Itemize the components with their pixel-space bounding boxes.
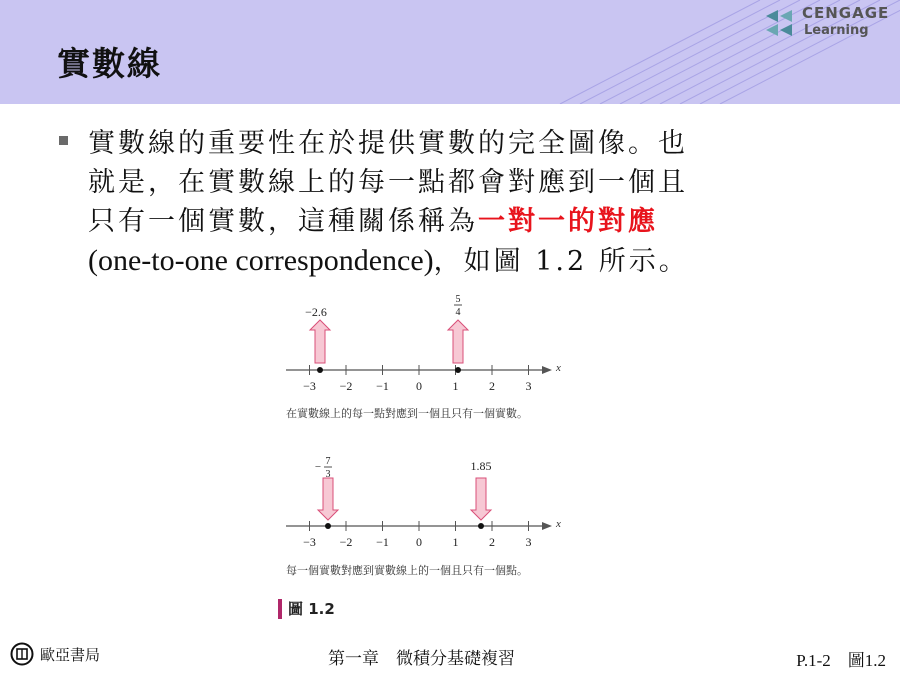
bullet-marker: [59, 136, 68, 145]
footer-page-number: P.1-2 圖1.2: [796, 651, 886, 670]
english-term: (one-to-one correspondence): [88, 244, 434, 277]
footer-publisher: [10, 641, 100, 667]
logo-text-line1: CENGAGE: [802, 4, 890, 22]
top-axis-var: x: [556, 362, 561, 374]
paragraph-line-1: 實數線的重要性在於提供實數的完全圖像。也: [88, 128, 688, 159]
line4-tail: ，如圖 1.2 所示。: [433, 246, 689, 277]
top-tick-label-2: −1: [376, 379, 389, 393]
figure-label: 圖 1.2: [278, 599, 335, 619]
top-axis-arrowhead: [542, 366, 552, 374]
top-label-5-4-num: 5: [455, 294, 461, 305]
cengage-logo: [762, 4, 900, 48]
logo-text-line2: Learning: [804, 23, 869, 38]
top-label-neg2-6: −2.6: [305, 305, 327, 319]
paragraph-line-4: [88, 241, 808, 281]
bottom-label-7-3-den: 3: [325, 469, 331, 480]
cengage-mark-icon: [762, 6, 798, 46]
bottom-tick-label-4: 1: [452, 535, 459, 549]
paragraph-line-3: [88, 202, 808, 241]
bottom-tick-label-3: 0: [416, 535, 422, 549]
top-tick-label-6: 3: [525, 379, 532, 393]
bullet-paragraph: [88, 124, 808, 281]
publisher-logo-icon: [10, 642, 34, 666]
top-figure-caption: 在實數線上的每一點對應到一個且只有一個實數。: [286, 407, 528, 420]
publisher-name: 歐亞書局: [40, 645, 101, 664]
bottom-label-1-85: 1.85: [470, 459, 492, 473]
bottom-tick-label-0: −3: [303, 535, 316, 549]
bottom-point-neg7-3: [325, 523, 331, 529]
top-arrow-5-4: [448, 320, 468, 363]
number-line-figure: [280, 290, 580, 590]
top-arrow-neg2-6: [310, 320, 330, 363]
top-number-line: [286, 294, 561, 393]
paragraph-line-2: 就是，在實數線上的每一點都會對應到一個且: [88, 167, 688, 198]
top-tick-label-4: 1: [452, 379, 459, 393]
line3-text: 只有一個實數，這種關係稱為: [88, 206, 478, 237]
top-tick-label-1: −2: [339, 379, 353, 393]
bottom-tick-label-1: −2: [339, 535, 353, 549]
top-tick-label-3: 0: [416, 379, 422, 393]
bottom-axis-arrowhead: [542, 522, 552, 530]
top-tick-label-5: 2: [489, 379, 495, 393]
bottom-label-neg-sign: −: [314, 461, 322, 473]
highlight-term: 一對一的對應: [478, 206, 658, 237]
bottom-arrow-neg7-3: [318, 478, 338, 520]
bottom-tick-label-5: 2: [489, 535, 495, 549]
bottom-figure-caption: 每一個實數對應到實數線上的一個且只有一個點。: [286, 564, 528, 577]
bottom-arrow-1-85: [471, 478, 491, 520]
top-point-neg2-6: [317, 367, 323, 373]
bottom-label-7-3-num: 7: [325, 456, 331, 467]
bottom-point-1-85: [478, 523, 484, 529]
top-label-5-4-den: 4: [455, 307, 461, 318]
bottom-tick-label-2: −1: [376, 535, 389, 549]
bottom-number-line: [286, 456, 561, 549]
top-point-5-4: [455, 367, 461, 373]
footer-chapter: 第一章 微積分基礎複習: [328, 649, 515, 669]
top-tick-label-0: −3: [303, 379, 316, 393]
bottom-axis-var: x: [556, 518, 561, 530]
slide-title: 實數線: [57, 44, 162, 83]
bottom-tick-label-6: 3: [525, 535, 532, 549]
slide-header: [0, 0, 900, 104]
